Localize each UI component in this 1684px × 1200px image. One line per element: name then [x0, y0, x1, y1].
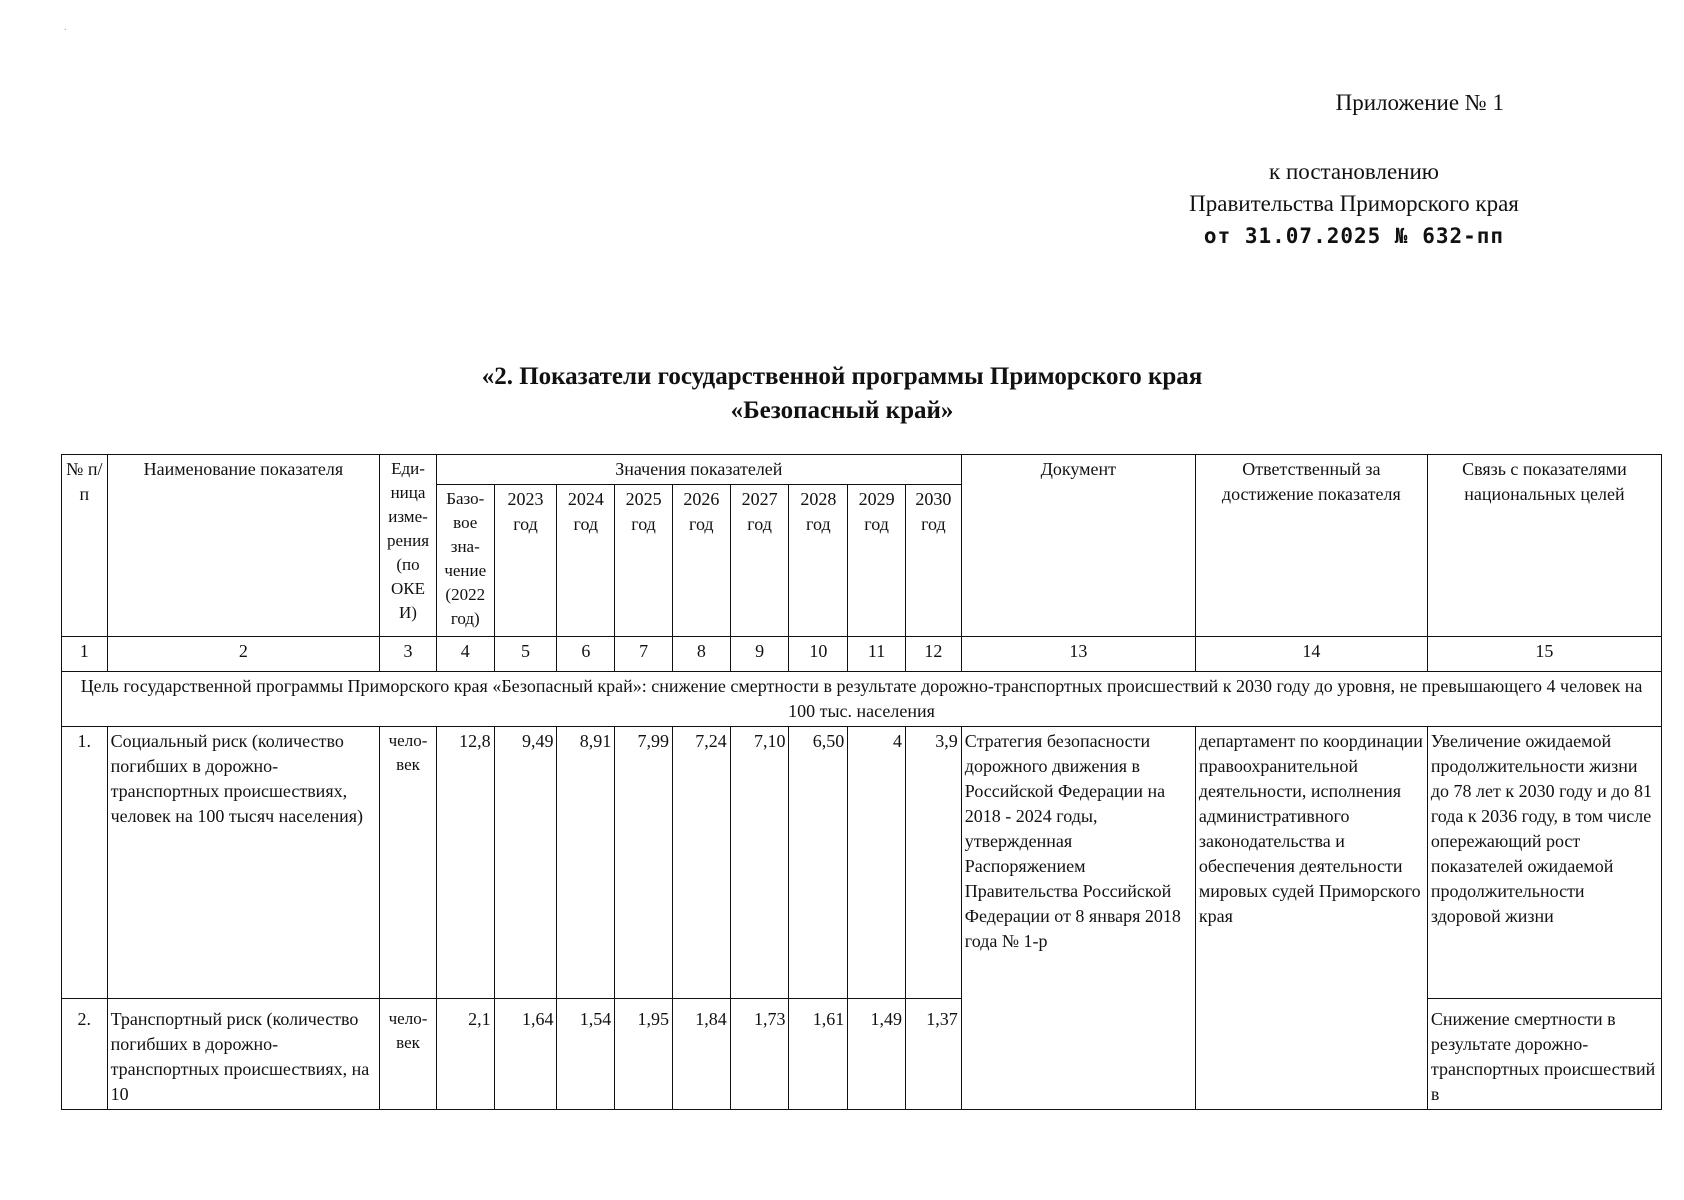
decree-reference [1114, 156, 1594, 252]
indicator-value: 7,10 [730, 727, 789, 999]
column-number: 7 [615, 637, 673, 672]
indicator-value: 1,95 [615, 999, 673, 1110]
header-responsible: Ответственный за достижение показателя [1195, 455, 1427, 637]
header-document: Документ [961, 455, 1195, 637]
column-number: 12 [905, 637, 961, 672]
header-name: Наименование показателя [107, 455, 380, 637]
decree-line-1: к постановлению [1269, 159, 1439, 184]
page-title [0, 360, 1684, 428]
column-number: 14 [1195, 637, 1427, 672]
header-num: № п/п [62, 455, 108, 637]
indicator-unit: чело-век [380, 999, 437, 1110]
header-year: 2029 год [848, 485, 906, 637]
indicators-table [61, 454, 1662, 1110]
indicator-base-value: 2,1 [436, 999, 494, 1110]
national-goal-link: Увеличение ожидаемой продолжительности жизни до 78 лет к 2030 году и до 81 года к 2036 году, в том числе опережающий рост показателей ожидаемой продолжительности здоровой жизни [1427, 727, 1661, 999]
indicator-responsible: департамент по координации правоохранительной деятельности, исполнения административного законодательства и обеспечения деятельности мировых судей Приморского края [1195, 727, 1427, 1110]
column-number: 13 [961, 637, 1195, 672]
column-number: 6 [557, 637, 615, 672]
header-row-1 [62, 455, 1662, 485]
indicator-base-value: 12,8 [436, 727, 494, 999]
indicator-value: 1,84 [672, 999, 730, 1110]
column-number: 9 [730, 637, 789, 672]
goal-row [62, 672, 1662, 727]
indicator-document: Стратегия безопасности дорожного движения в Российской Федерации на 2018 - 2024 годы, утвержденная Распоряжением Правительства Российской Федерации от 8 января 2018 года № 1-р [961, 727, 1195, 1110]
indicator-value: 1,54 [557, 999, 615, 1110]
header-year: 2025 год [615, 485, 673, 637]
column-number: 10 [789, 637, 848, 672]
title-line-2: «Безопасный край» [730, 397, 954, 424]
indicator-value: 3,9 [905, 727, 961, 999]
column-number: 8 [672, 637, 730, 672]
scan-artifact: . [64, 22, 67, 33]
decree-line-2: Правительства Приморского края [1189, 191, 1519, 216]
header-year: 2026 год [672, 485, 730, 637]
indicator-value: 1,64 [494, 999, 557, 1110]
annex-label: Приложение № 1 [1335, 90, 1504, 115]
header-unit: Еди-ница изме-рения (по ОКЕ И) [380, 455, 437, 637]
row-num: 2. [62, 999, 108, 1110]
column-number: 4 [436, 637, 494, 672]
header-year: 2030 год [905, 485, 961, 637]
indicator-value: 1,61 [789, 999, 848, 1110]
header-year: 2027 год [730, 485, 789, 637]
indicator-value: 8,91 [557, 727, 615, 999]
indicator-unit: чело-век [380, 727, 437, 999]
indicator-value: 4 [848, 727, 906, 999]
column-number: 15 [1427, 637, 1661, 672]
indicator-value: 6,50 [789, 727, 848, 999]
header-values-group: Значения показателей [436, 455, 961, 485]
indicator-value: 1,49 [848, 999, 906, 1110]
row-num: 1. [62, 727, 108, 999]
indicator-name: Транспортный риск (количество погибших в дорожно-транспортных происшествиях, на 10 [107, 999, 380, 1110]
column-number-row [62, 637, 1662, 672]
column-number: 5 [494, 637, 557, 672]
national-goal-link: Снижение смертности в результате дорожно-транспортных происшествий в [1427, 999, 1661, 1110]
indicator-value: 7,99 [615, 727, 673, 999]
indicator-value: 7,24 [672, 727, 730, 999]
column-number: 11 [848, 637, 906, 672]
title-line-1: «2. Показатели государственной программы Приморского края [481, 363, 1203, 390]
column-number: 3 [380, 637, 437, 672]
indicator-value: 1,73 [730, 999, 789, 1110]
table-row [62, 727, 1662, 999]
decree-date: от 31.07.2025 № 632-пп [1203, 224, 1505, 248]
header-year: 2024 год [557, 485, 615, 637]
column-number: 2 [107, 637, 380, 672]
indicator-value: 1,37 [905, 999, 961, 1110]
header-link: Связь с показателями национальных целей [1427, 455, 1661, 637]
indicator-value: 9,49 [494, 727, 557, 999]
header-year: 2028 год [789, 485, 848, 637]
program-goal: Цель государственной программы Приморского края «Безопасный край»: снижение смертности в результате дорожно-транспортных происшествий к 2030 году до уровня, не превышающего 4 человек на 100 тыс. населения [62, 672, 1662, 727]
column-number: 1 [62, 637, 108, 672]
indicator-name: Социальный риск (количество погибших в дорожно-транспортных происшествиях, человек на 100 тысяч населения) [107, 727, 380, 999]
header-base: Базо-вое зна-чение (2022 год) [436, 485, 494, 637]
header-year: 2023 год [494, 485, 557, 637]
